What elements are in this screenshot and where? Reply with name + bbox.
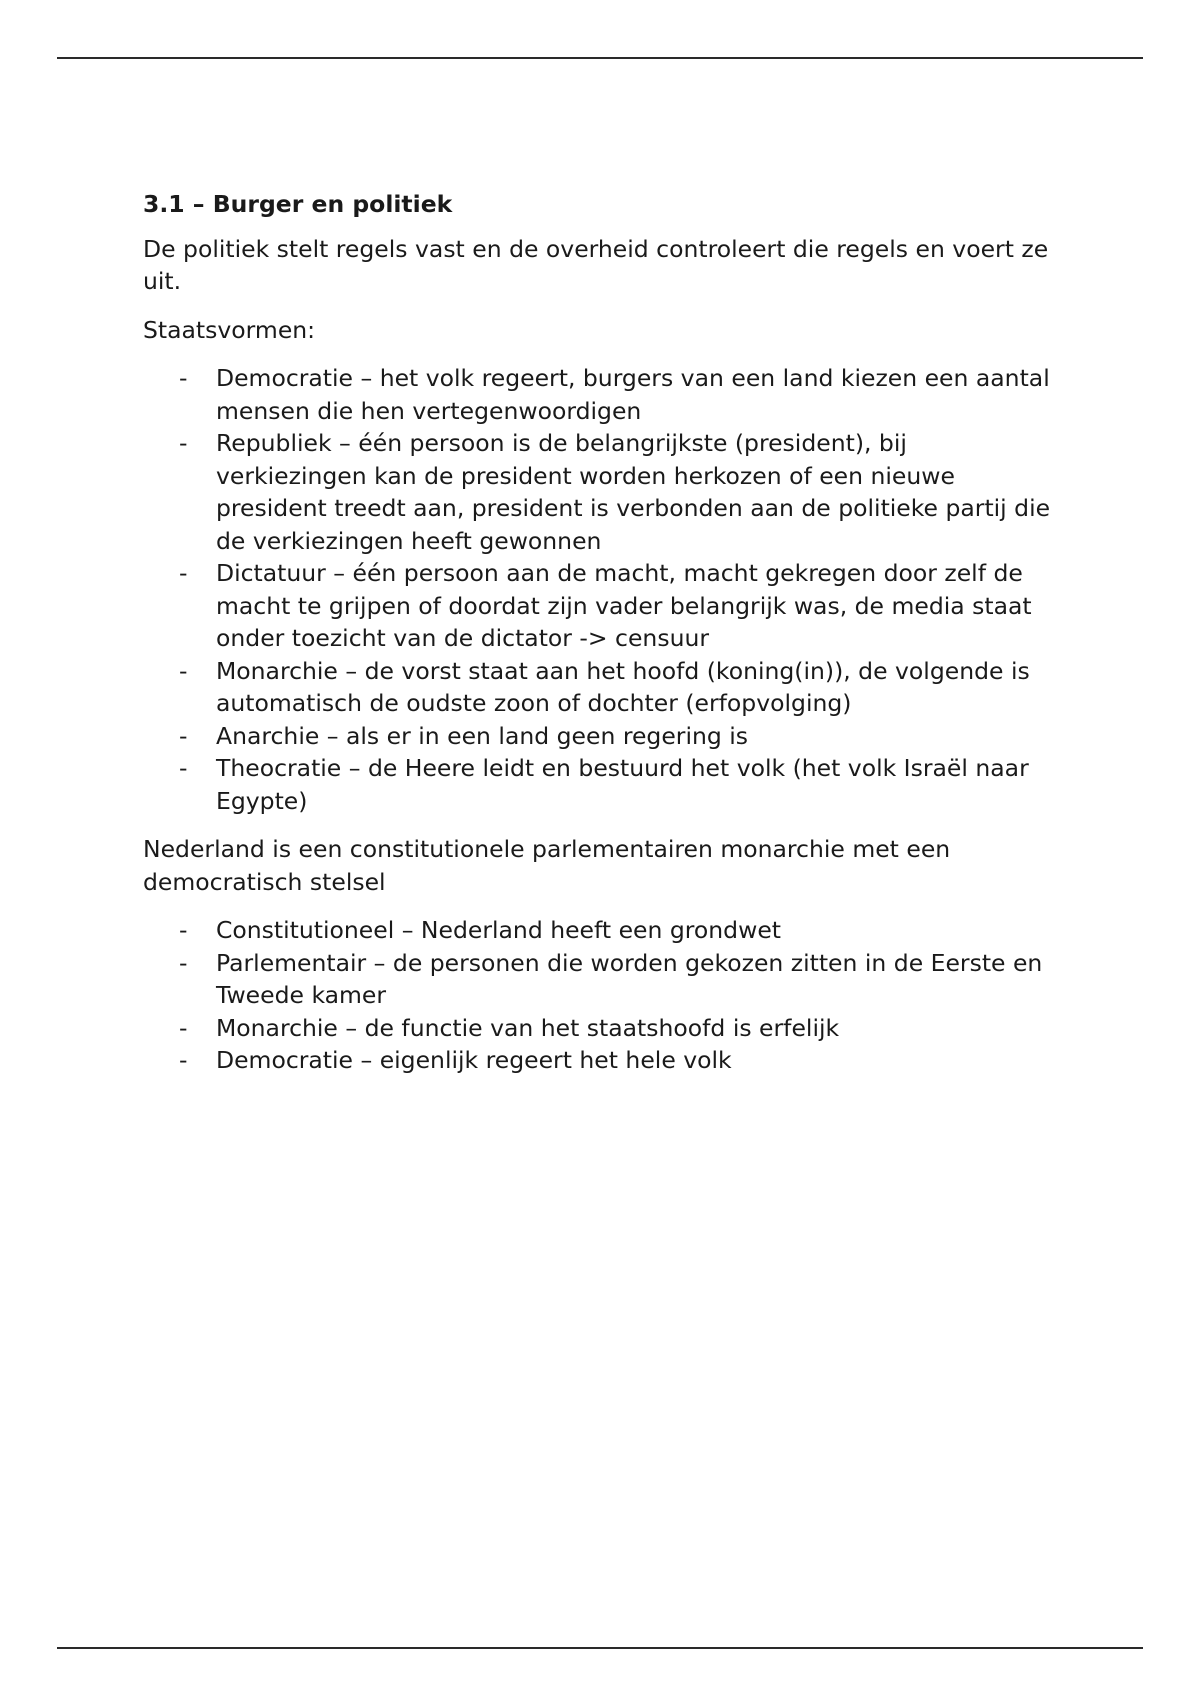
list-item-text: Theocratie – de Heere leidt en bestuurd het volk (het volk Israël naar Egypte) <box>216 754 1029 815</box>
bullet-dash: - <box>179 948 188 977</box>
list-item <box>143 557 1063 655</box>
list-item-text: Democratie – het volk regeert, burgers van een land kiezen een aantal mensen die hen vertegenwoordigen <box>216 364 1050 425</box>
nederland-list <box>143 914 1063 1077</box>
list-item-text: Republiek – één persoon is de belangrijkste (president), bij verkiezingen kan de president worden herkozen of een nieuwe president treedt aan, president is verbonden aan de politieke partij die de verkiezingen heeft gewonnen <box>216 429 1051 555</box>
bullet-dash: - <box>179 1013 188 1042</box>
list-item-text: Dictatuur – één persoon aan de macht, macht gekregen door zelf de macht te grijpen of doordat zijn vader belangrijk was, de media staat onder toezicht van de dictator -> censuur <box>216 559 1032 652</box>
list-item-text: Anarchie – als er in een land geen regering is <box>216 721 749 750</box>
bullet-dash: - <box>179 721 188 750</box>
bullet-dash: - <box>179 559 188 587</box>
list-item <box>143 947 1063 1012</box>
bullet-dash: - <box>179 754 188 782</box>
staatsvormen-list <box>143 362 1063 817</box>
list-item <box>143 752 1063 817</box>
bullet-dash: - <box>179 916 188 944</box>
bullet-dash: - <box>179 429 188 457</box>
document-body <box>143 188 1063 1093</box>
list-item-text: Constitutioneel – Nederland heeft een grondwet <box>216 916 781 944</box>
list-item <box>143 655 1063 720</box>
bullet-dash: - <box>179 656 188 685</box>
list-item-text: Monarchie – de vorst staat aan het hoofd (koning(in)), de volgende is automatisch de oudste zoon of dochter (erfopvolging) <box>216 656 1030 717</box>
staatsvormen-label: Staatsvormen: <box>143 315 316 344</box>
footer-rule <box>57 1647 1143 1649</box>
nederland-paragraph: Nederland is een constitutionele parlementairen monarchie met een democratisch stelsel <box>143 835 951 896</box>
list-item-text: Monarchie – de functie van het staatshoofd is erfelijk <box>216 1013 840 1042</box>
intro-paragraph: De politiek stelt regels vast en de overheid controleert die regels en voert ze uit. <box>143 234 1049 295</box>
list-item <box>143 1012 1063 1045</box>
list-item <box>143 1044 1063 1077</box>
list-item <box>143 720 1063 753</box>
header-rule <box>57 57 1143 59</box>
list-item <box>143 914 1063 947</box>
list-item-text: Democratie – eigenlijk regeert het hele volk <box>216 1046 732 1074</box>
bullet-dash: - <box>179 1046 188 1074</box>
section-heading: 3.1 – Burger en politiek <box>143 190 453 218</box>
bullet-dash: - <box>179 364 188 392</box>
list-item <box>143 362 1063 427</box>
list-item <box>143 427 1063 557</box>
list-item-text: Parlementair – de personen die worden gekozen zitten in de Eerste en Tweede kamer <box>216 948 1043 1009</box>
